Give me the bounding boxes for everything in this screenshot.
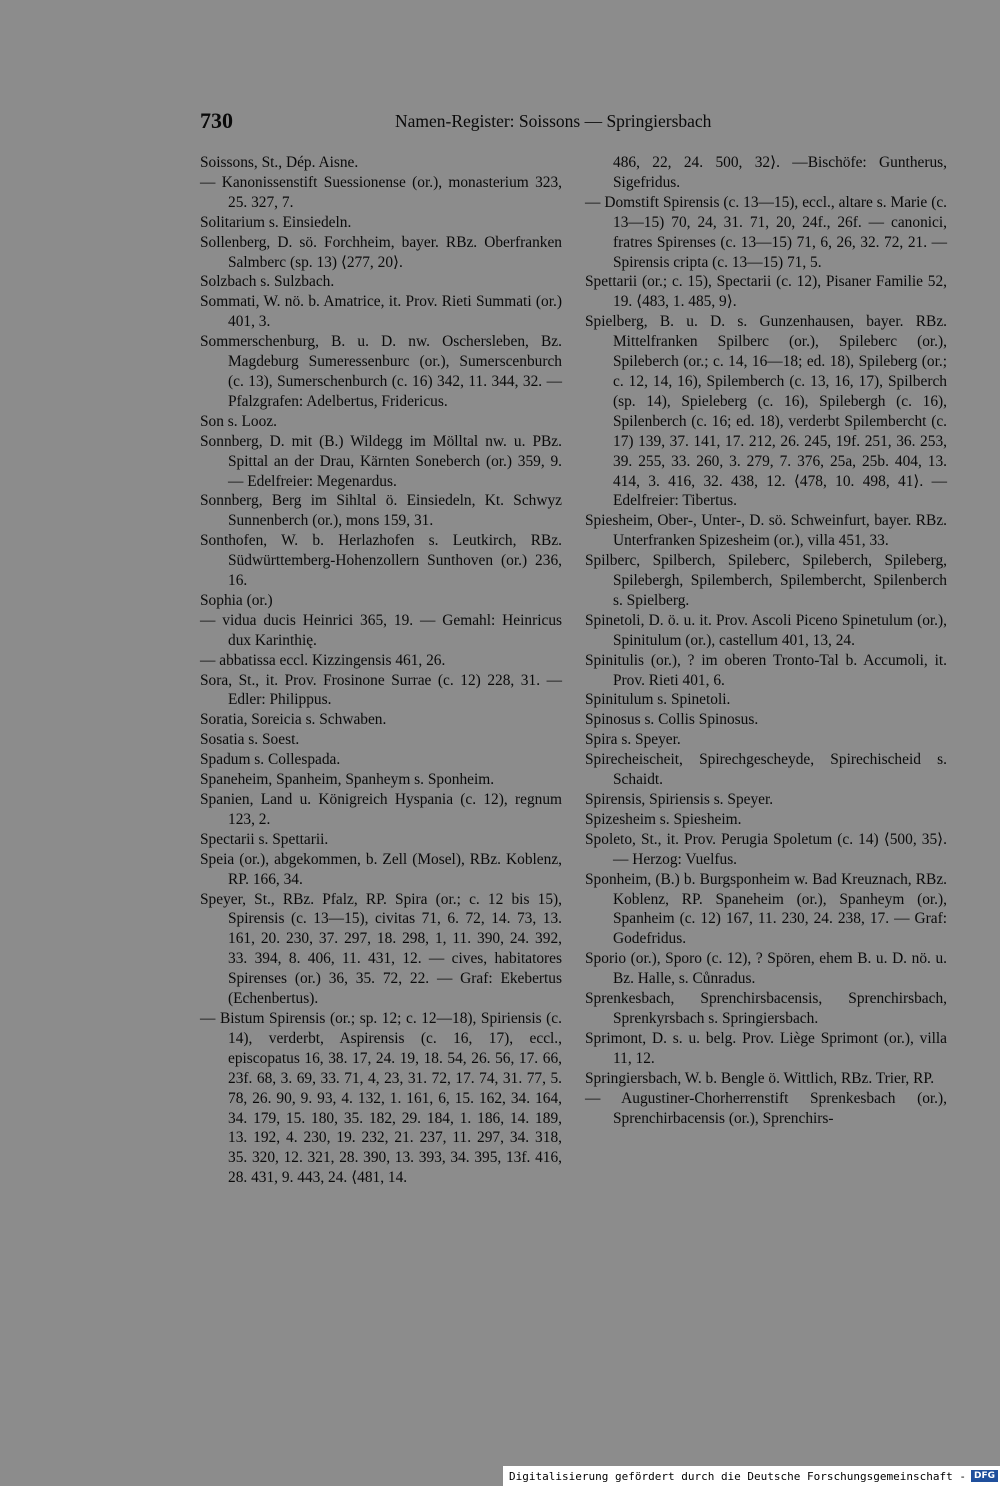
footer-text: Digitalisierung gefördert durch die Deutsche Forschungsgemeinschaft - bbox=[509, 1469, 966, 1483]
register-entry: Sollenberg, D. sö. Forchheim, bayer. RBz. Oberfranken Salmberc (sp. 13) ⟨277, 20⟩. bbox=[200, 233, 562, 271]
register-entry: Sprimont, D. s. u. belg. Prov. Liège Sprimont (or.), villa 11, 12. bbox=[585, 1029, 947, 1067]
register-entry: — Kanonissenstift Suessionense (or.), monasterium 323, 25. 327, 7. bbox=[200, 173, 562, 211]
register-entry: Spiesheim, Ober-, Unter-, D. sö. Schweinfurt, bayer. RBz. Unterfranken Spizesheim (or.), villa 451, 33. bbox=[585, 512, 947, 550]
dfg-logo bbox=[971, 1470, 998, 1482]
register-entry: Sprenkesbach, Sprenchirsbacensis, Sprenchirsbach, Sprenkyrsbach s. Springiersbach. bbox=[585, 990, 947, 1027]
register-entry: Spirecheischeit, Spirechgescheyde, Spirechischeid s. Schaidt. bbox=[585, 751, 947, 789]
register-entry: Sommerschenburg, B. u. D. nw. Oschersleben, Bz. Magdeburg Sumeressenburc (or.), Sumerscenburch (c. 13), Sumerschenburch (c. 16) 342, 11. 344, 32. — Pfalzgrafen: Adelbertus, Fridericus. bbox=[200, 333, 562, 410]
register-entry: Sporio (or.), Sporo (c. 12), ? Spören, ehem B. u. D. nö. u. Bz. Halle, s. Cůnradus. bbox=[585, 950, 947, 988]
register-entry: Soratia, Soreicia s. Schwaben. bbox=[200, 711, 387, 729]
register-entry: Speia (or.), abgekommen, b. Zell (Mosel), RBz. Koblenz, RP. 166, 34. bbox=[200, 850, 562, 888]
register-entry: Solitarium s. Einsiedeln. bbox=[200, 213, 352, 231]
register-entry: Spettarii (or.; c. 15), Spectarii (c. 12), Pisaner Familie 52, 19. ⟨483, 1. 485, 9⟩. bbox=[585, 273, 947, 311]
register-entry: Spilberc, Spilberch, Spileberc, Spileberch, Spileberg, Spilebergh, Spilemberch, Spilembercht, Spilenberch s. Spielberg. bbox=[585, 552, 947, 609]
register-entry: Sonnberg, D. mit (B.) Wildegg im Mölltal nw. u. PBz. Spittal an der Drau, Kärnten Soneberch (or.) 359, 9. — Edelfreier: Megenardus. bbox=[200, 432, 562, 490]
register-entry: Spoleto, St., it. Prov. Perugia Spoletum (c. 14) ⟨500, 35⟩. — Herzog: Vuelfus. bbox=[585, 830, 947, 868]
register-entry-continuation: 486, 22, 24. 500, 32⟩. —Bischöfe: Guntherus, Sigefridus. bbox=[613, 154, 947, 191]
register-entry: Spaneheim, Spanheim, Spanheym s. Sponheim. bbox=[200, 771, 495, 789]
digitization-footer bbox=[503, 1466, 1000, 1486]
register-entry: Spectarii s. Spettarii. bbox=[200, 830, 329, 848]
register-entry: Spinetoli, D. ö. u. it. Prov. Ascoli Piceno Spinetulum (or.), Spinitulum (or.), castellum 401, 13, 24. bbox=[585, 611, 947, 649]
register-entry: Solzbach s. Sulzbach. bbox=[200, 273, 335, 291]
register-entry: Sophia (or.) bbox=[200, 591, 273, 609]
page-number: 730 bbox=[200, 108, 233, 133]
register-entry: Sosatia s. Soest. bbox=[200, 731, 300, 749]
register-entry: Sonthofen, W. b. Herlazhofen s. Leutkirch, RBz. Südwürttemberg-Hohenzollern Sunthoven (or.) 236, 16. bbox=[200, 532, 562, 590]
register-entry: — Bistum Spirensis (or.; sp. 12; c. 12—18), Spiriensis (c. 14), verderbt, Aspirensis (c. 16, 17), eccl., episcopatus 16, 38. 17, 24. 19, 18. 54, 26. 56, 17. 66, 23f. 68, 3. 69, 33. 71, 4, 23, 31. 72, 17. 74, 31. 77, 5. 78, 26. 90, 9. 93, 4. 132, 1. 161, 6, 15. 162, 34. 164, 34. 179, 15. 180, 35. 182, 29. 184, 1. 186, 14. 189, 13. 192, 4. 230, 19. 232, 21. 237, 11. 297, 34. 318, 35. 320, 12. 321, 28. 390, 13. 393, 34. 395, 13f. 416, 28. 431, 9. 443, 24. ⟨481, 14. bbox=[200, 1009, 562, 1187]
register-entry: Sommati, W. nö. b. Amatrice, it. Prov. Rieti Summati (or.) 401, 3. bbox=[200, 293, 562, 331]
register-entry: Soissons, St., Dép. Aisne. bbox=[200, 154, 359, 171]
register-entry: Spinosus s. Collis Spinosus. bbox=[585, 711, 759, 729]
dfg-logo-text: DFG bbox=[973, 1471, 995, 1481]
register-entry: Son s. Looz. bbox=[200, 412, 277, 430]
register-entry: Sponheim, (B.) b. Burgsponheim w. Bad Kreuznach, RBz. Koblenz, RP. Spaneheim (or.), Spanheym (or.), Spanheim (c. 12) 167, 11. 230, 24. 238, 17. — Graf: Godefridus. bbox=[585, 870, 947, 948]
register-entry: — abbatissa eccl. Kizzingensis 461, 26. bbox=[200, 651, 446, 669]
register-entry: Spielberg, B. u. D. s. Gunzenhausen, bayer. RBz. Mittelfranken Spilberc (or.), Spileberc (or.), Spileberch (or.; c. 14, 16—18; ed. 18), Spileberg (or.; c. 12, 14, 16), Spilemberch (c. 13, 16, 17), Spilberch (sp. 14), Spieleberg (c. 16), Spilebergh (c. 16), Spilenberch (c. 16; ed. 18), verderbt Spilembercht (c. 17) 139, 37. 141, 17. 212, 26. 245, 19f. 251, 36. 253, 39. 255, 33. 260, 3. 279, 7. 376, 25a, 25b. 404, 13. 414, 3. 416, 32. 438, 12. ⟨478, 10. 498, 41⟩. — Edelfreier: Tibertus. bbox=[585, 313, 947, 510]
register-entry: Spanien, Land u. Königreich Hyspania (c. 12), regnum 123, 2. bbox=[200, 791, 562, 828]
register-entry: — vidua ducis Heinrici 365, 19. — Gemahl: Heinricus dux Karinthię. bbox=[200, 611, 562, 649]
register-entry: — Domstift Spirensis (c. 13—15), eccl., altare s. Marie (c. 13—15) 70, 24, 31. 71, 20, 24f., 26f. — canonici, fratres Spirenses (c. 13—15) 71, 6, 26, 32. 72, 21. — Spirensis cripta (c. 13—15) 71, 5. bbox=[585, 193, 947, 271]
register-entry: — Augustiner-Chorherrenstift Sprenkesbach (or.), Sprenchirbacensis (or.), Sprenchirs- bbox=[585, 1089, 947, 1127]
page-header bbox=[200, 108, 950, 138]
register-entry: Speyer, St., RBz. Pfalz, RP. Spira (or.; c. 12 bis 15), Spirensis (c. 13—15), civitas 71, 6. 72, 14. 73, 13. 161, 20. 230, 37. 297, 18. 298, 1, 11. 390, 24. 392, 33. 394, 8. 406, 11. 431, 12. — cives, habitatores Spirenses (or.) 36, 35. 72, 22. — Graf: Ekebertus (Echenbertus). bbox=[200, 890, 562, 1008]
register-entry: Spadum s. Collespada. bbox=[200, 751, 341, 769]
register-entry: Springiersbach, W. b. Bengle ö. Wittlich, RBz. Trier, RP. bbox=[585, 1069, 935, 1087]
register-entry: Spinitulum s. Spinetoli. bbox=[585, 691, 731, 709]
register-entry: Spira s. Speyer. bbox=[585, 731, 681, 749]
running-head: Namen-Register: Soissons — Springiersbach bbox=[395, 111, 712, 131]
register-entry: Spizesheim s. Spiesheim. bbox=[585, 810, 742, 828]
register-entry: Spinitulis (or.), ? im oberen Tronto-Tal b. Accumoli, it. Prov. Rieti 401, 6. bbox=[585, 651, 947, 689]
right-column bbox=[585, 153, 947, 1128]
left-column bbox=[200, 153, 562, 1188]
register-entry: Sonnberg, Berg im Sihltal ö. Einsiedeln, Kt. Schwyz Sunnenberch (or.), mons 159, 31. bbox=[200, 492, 562, 530]
register-entry: Spirensis, Spiriensis s. Speyer. bbox=[585, 791, 774, 808]
register-entry: Sora, St., it. Prov. Frosinone Surrae (c. 12) 228, 31. — Edler: Philippus. bbox=[200, 671, 562, 709]
